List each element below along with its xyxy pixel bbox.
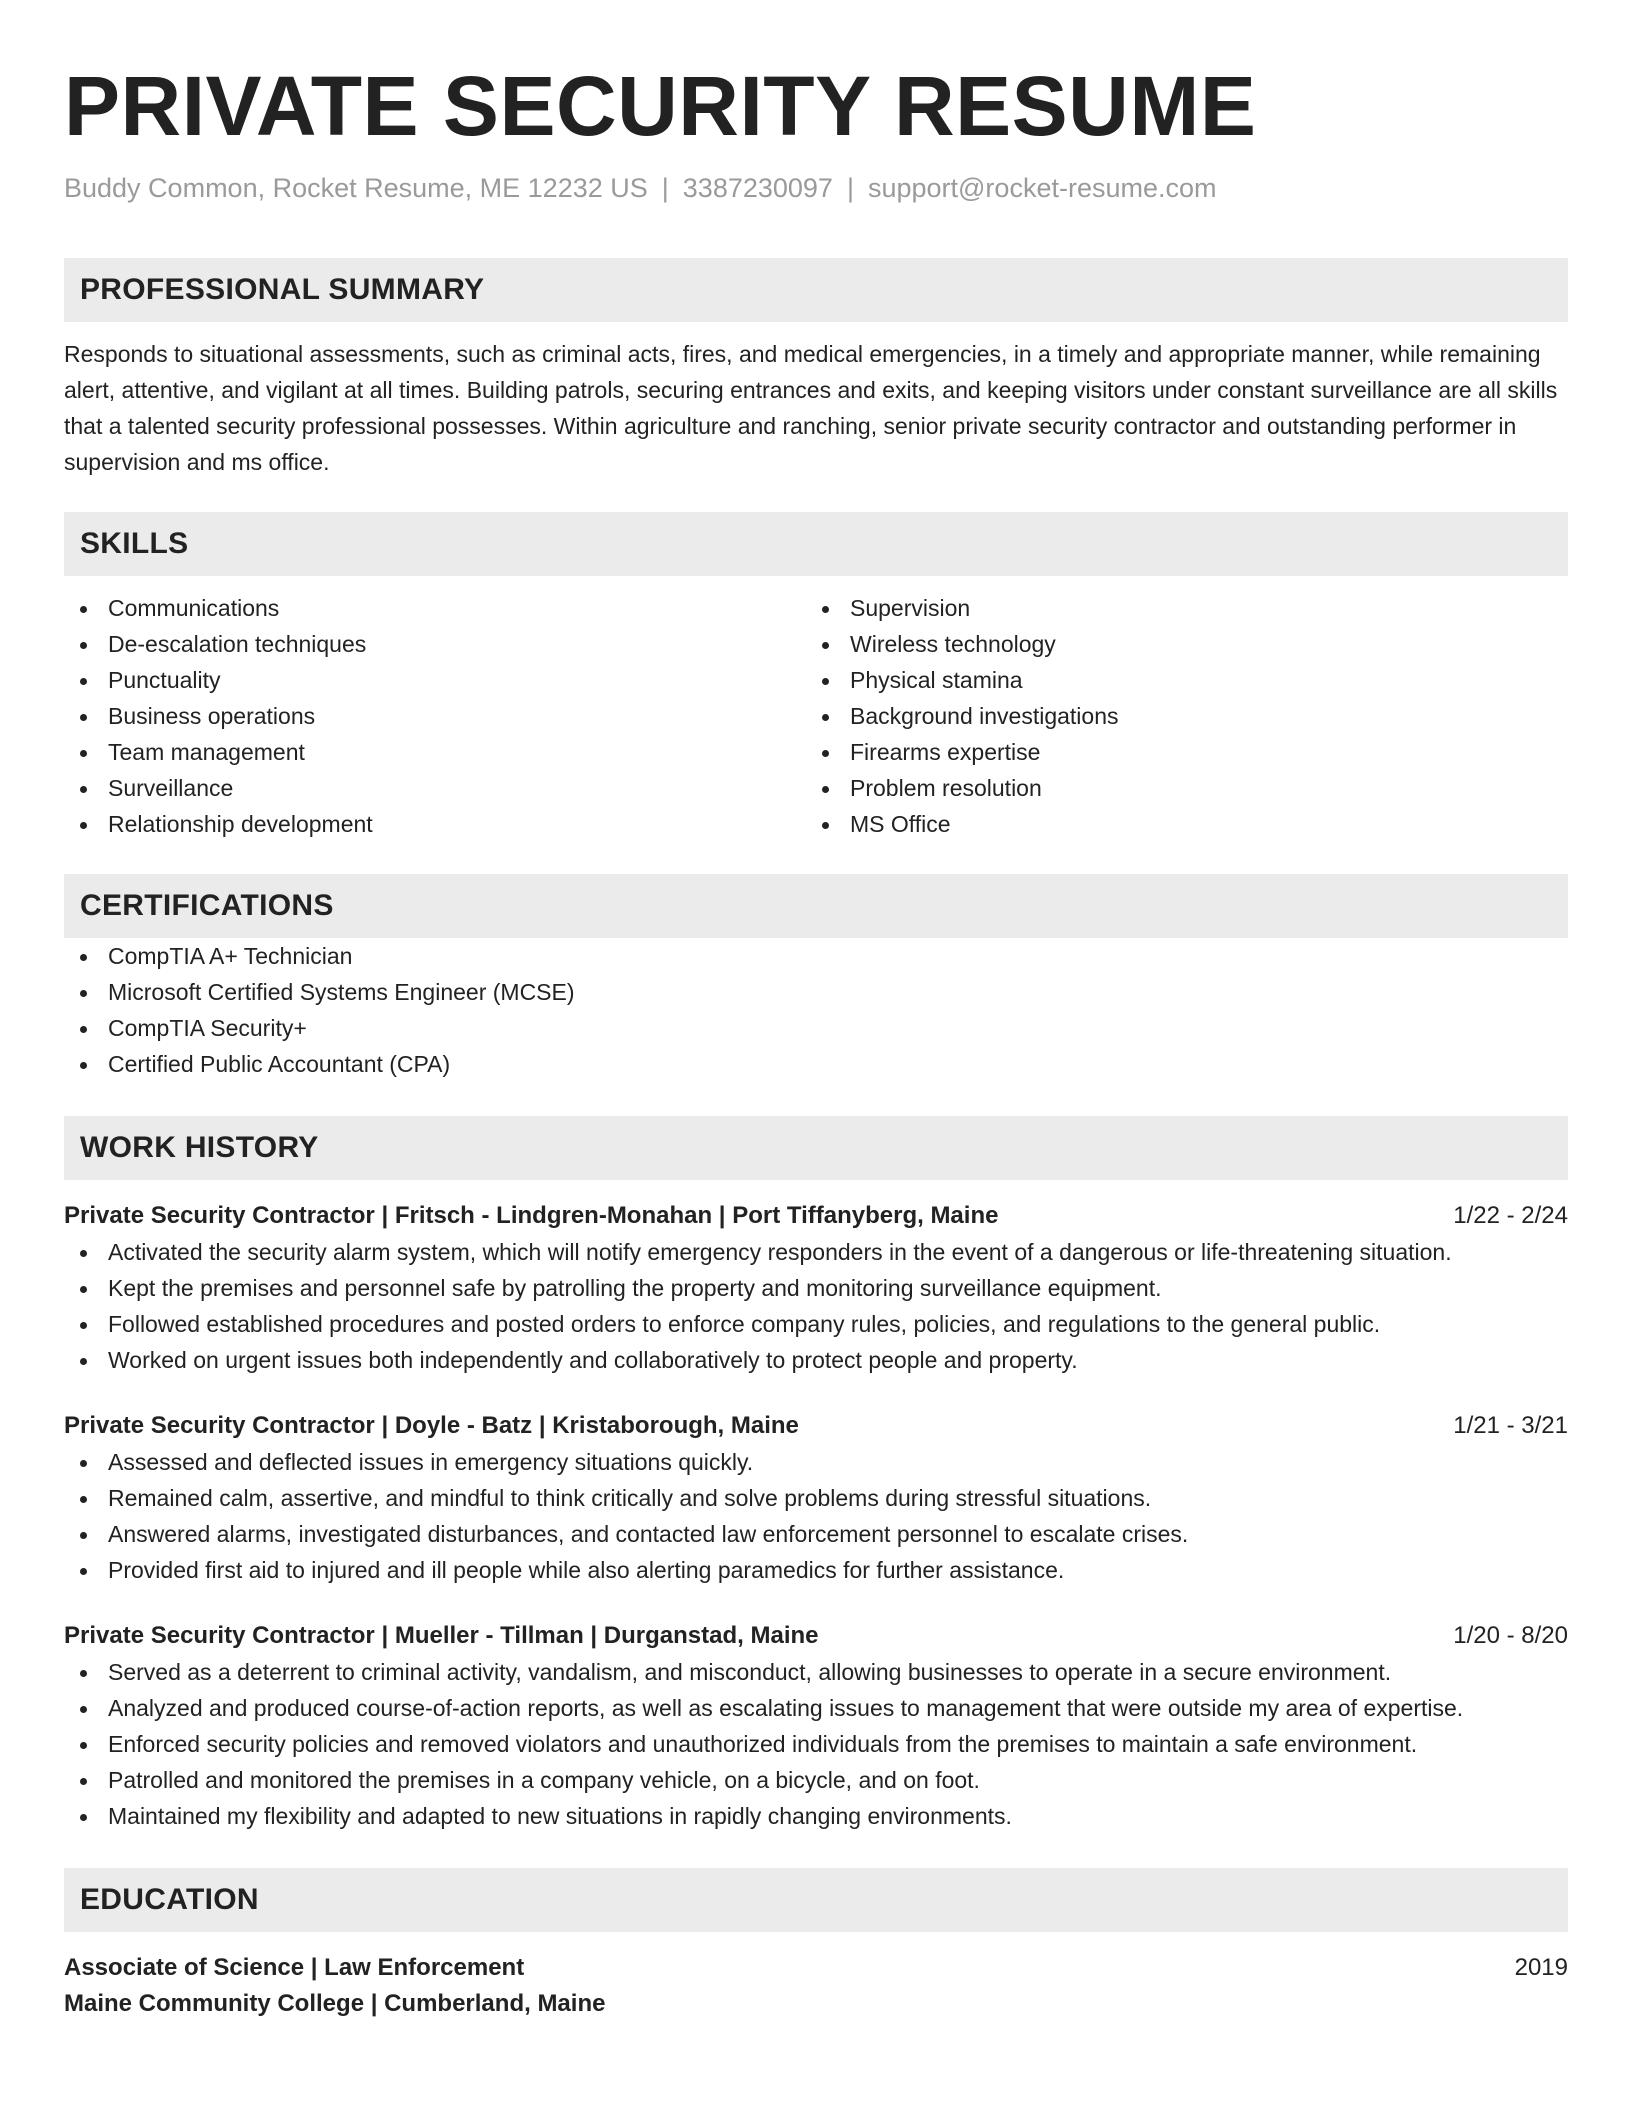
skill-item: Physical stamina xyxy=(806,662,1548,698)
skills-list-right xyxy=(806,590,1548,842)
job-duties-list xyxy=(64,1654,1568,1834)
job-entry xyxy=(64,1618,1568,1834)
job-duties-list xyxy=(64,1234,1568,1378)
job-title-row xyxy=(64,1198,1568,1234)
job-duties-list xyxy=(64,1444,1568,1588)
contact-phone: 3387230097 xyxy=(682,173,833,203)
job-duty: Worked on urgent issues both independently and collaboratively to protect people and property. xyxy=(64,1342,1568,1378)
job-duty: Provided first aid to injured and ill people while also alerting paramedics for further assistance. xyxy=(64,1552,1568,1588)
contact-separator: | xyxy=(846,173,854,203)
skill-item: Background investigations xyxy=(806,698,1548,734)
skill-item: Team management xyxy=(64,734,806,770)
job-dates: 1/20 - 8/20 xyxy=(1453,1622,1568,1649)
skills-column-right xyxy=(806,590,1548,842)
job-duty: Maintained my flexibility and adapted to new situations in rapidly changing environments. xyxy=(64,1798,1568,1834)
contact-separator: | xyxy=(661,173,669,203)
job-title: Private Security Contractor | Mueller - Tillman | Durganstad, Maine xyxy=(64,1622,819,1649)
contact-line xyxy=(64,170,1568,206)
summary-heading: PROFESSIONAL SUMMARY xyxy=(64,258,1568,322)
skills-column-left xyxy=(64,590,806,842)
contact-address: Buddy Common, Rocket Resume, ME 12232 US xyxy=(64,173,648,203)
certification-item: CompTIA A+ Technician xyxy=(64,938,1568,974)
job-title: Private Security Contractor | Doyle - Batz | Kristaborough, Maine xyxy=(64,1412,799,1439)
skills-list-left xyxy=(64,590,806,842)
skill-item: Business operations xyxy=(64,698,806,734)
education-heading: EDUCATION xyxy=(64,1868,1568,1932)
job-duty: Patrolled and monitored the premises in a company vehicle, on a bicycle, and on foot. xyxy=(64,1762,1568,1798)
work-history-heading: WORK HISTORY xyxy=(64,1116,1568,1180)
certification-item: CompTIA Security+ xyxy=(64,1010,1568,1046)
certification-item: Certified Public Accountant (CPA) xyxy=(64,1046,1568,1082)
job-dates: 1/21 - 3/21 xyxy=(1453,1412,1568,1439)
skill-item: Problem resolution xyxy=(806,770,1548,806)
certifications-list xyxy=(64,938,1568,1082)
skill-item: Relationship development xyxy=(64,806,806,842)
skill-item: De-escalation techniques xyxy=(64,626,806,662)
skill-item: MS Office xyxy=(806,806,1548,842)
resume-page xyxy=(64,0,1568,2022)
certifications-heading: CERTIFICATIONS xyxy=(64,874,1568,938)
skill-item: Communications xyxy=(64,590,806,626)
job-duty: Followed established procedures and posted orders to enforce company rules, policies, and regulations to the general public. xyxy=(64,1306,1568,1342)
skill-item: Wireless technology xyxy=(806,626,1548,662)
job-duty: Answered alarms, investigated disturbances, and contacted law enforcement personnel to escalate crises. xyxy=(64,1516,1568,1552)
job-duty: Kept the premises and personnel safe by patrolling the property and monitoring surveillance equipment. xyxy=(64,1270,1568,1306)
job-duty: Served as a deterrent to criminal activity, vandalism, and misconduct, allowing businesses to operate in a secure environment. xyxy=(64,1654,1568,1690)
job-title-row xyxy=(64,1408,1568,1444)
skill-item: Supervision xyxy=(806,590,1548,626)
job-duty: Remained calm, assertive, and mindful to think critically and solve problems during stressful situations. xyxy=(64,1480,1568,1516)
education-degree-row xyxy=(64,1950,1568,1986)
skills-columns xyxy=(64,590,1568,842)
skill-item: Firearms expertise xyxy=(806,734,1548,770)
education-year: 2019 xyxy=(1514,1954,1568,1981)
job-entry xyxy=(64,1198,1568,1378)
summary-text: Responds to situational assessments, such as criminal acts, fires, and medical emergencies, in a timely and appropriate manner, while remaining alert, attentive, and vigilant at all times. Building patrols, securing entrances and exits, and keeping visitors under constant surveillance are all skills that a talented security professional possesses. Within agriculture and ranching, senior private security contractor and outstanding performer in supervision and ms office. xyxy=(64,341,1558,475)
skill-item: Punctuality xyxy=(64,662,806,698)
job-dates: 1/22 - 2/24 xyxy=(1453,1202,1568,1229)
job-duty: Assessed and deflected issues in emergency situations quickly. xyxy=(64,1444,1568,1480)
job-title: Private Security Contractor | Fritsch - Lindgren-Monahan | Port Tiffanyberg, Maine xyxy=(64,1202,999,1229)
job-duty: Activated the security alarm system, which will notify emergency responders in the event of a dangerous or life-threatening situation. xyxy=(64,1234,1568,1270)
job-entry xyxy=(64,1408,1568,1588)
education-entry xyxy=(64,1950,1568,2022)
education-school: Maine Community College | Cumberland, Maine xyxy=(64,1990,606,2017)
job-duty: Enforced security policies and removed violators and unauthorized individuals from the premises to maintain a safe environment. xyxy=(64,1726,1568,1762)
skills-heading: SKILLS xyxy=(64,512,1568,576)
resume-title: PRIVATE SECURITY RESUME xyxy=(64,59,1257,153)
skill-item: Surveillance xyxy=(64,770,806,806)
contact-email: support@rocket-resume.com xyxy=(867,173,1217,203)
job-title-row xyxy=(64,1618,1568,1654)
job-duty: Analyzed and produced course-of-action reports, as well as escalating issues to management that were outside my area of expertise. xyxy=(64,1690,1568,1726)
education-degree: Associate of Science | Law Enforcement xyxy=(64,1954,525,1981)
certification-item: Microsoft Certified Systems Engineer (MCSE) xyxy=(64,974,1568,1010)
